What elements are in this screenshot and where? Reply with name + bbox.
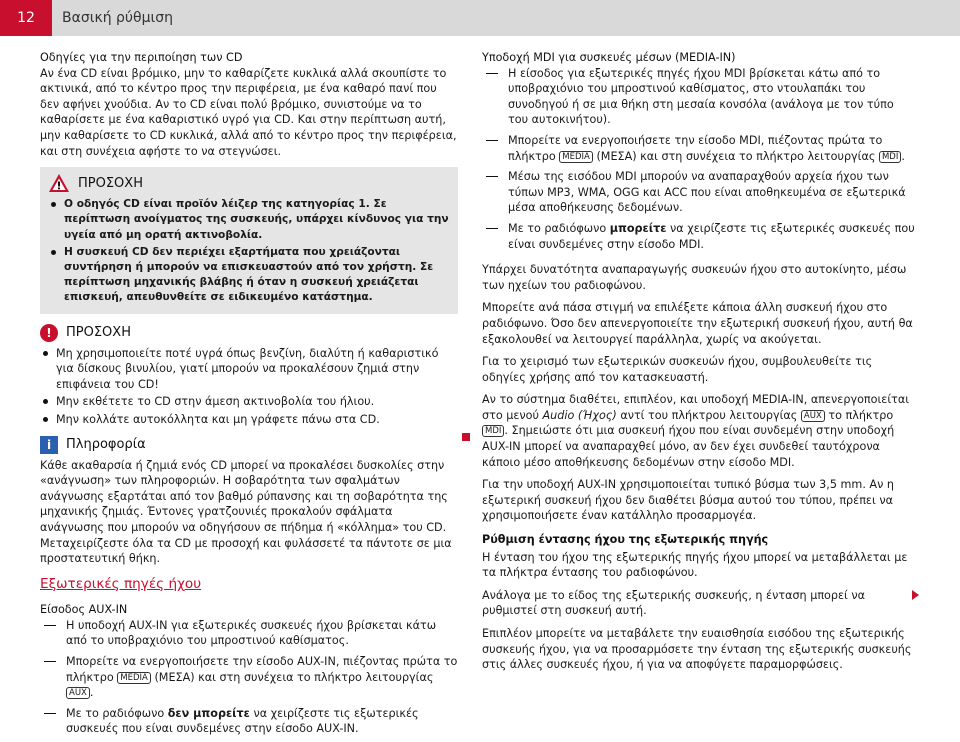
aux-activate-text-1: Μπορείτε να ενεργοποιήσετε την είσοδο AUX-IN, πιέζοντας πρώτα το πλήκτρο xyxy=(66,655,458,684)
section-end-marker xyxy=(462,433,470,441)
section-title-external-sources: Εξωτερικές πηγές ήχου xyxy=(40,575,202,592)
right-column xyxy=(482,50,916,680)
info-icon: i xyxy=(40,436,58,454)
paragraph-plug: Για την υποδοχή AUX-IN χρησιμοποιείται τυπικό βύσμα των 3,5 mm. Αν η εξωτερική συσκευή ήχου δεν διαθέτει βύσμα αυτού του τύπου, πρέπει να χρησιμοποιήσετε έναν κατάλληλο προσαρμογέα. xyxy=(482,478,894,523)
mdi-key-label: MDI xyxy=(879,151,901,163)
warning-triangle-icon xyxy=(48,173,70,193)
mdi-radio-text-2: να χειρίζεστε τις εξωτερικές συσκευές που είναι συνδεμένες στην είσοδο MDI. xyxy=(508,221,915,251)
aux-item-radio xyxy=(40,706,458,737)
warning-item: Η συσκευή CD δεν περιέχει εξαρτήματα που χρειάζονται συντήρηση ή μπορούν να επισκευαστούν από τον χρήστη. Σε περίπτωση μηχανικής βλάβης ή όταν η συσκευή χρειάζεται επισκευή, απευθυνθείτε σε ειδικευμένο κατάστημα. xyxy=(48,245,450,306)
media-key-label: MEDIA xyxy=(559,151,593,163)
audio-menu-label: Audio (Ήχος) xyxy=(542,408,617,422)
volume-paragraph-2: Ανάλογα με το είδος της εξωτερικής συσκευής, η ένταση μπορεί να ρυθμιστεί στη συσκευή αυτή. xyxy=(482,588,866,618)
mdi-activate-text-1: Μπορείτε να ενεργοποιήσετε την είσοδο MDI, πιέζοντας πρώτα το πλήκτρο xyxy=(508,133,883,163)
volume-heading: Ρύθμιση έντασης ήχου της εξωτερικής πηγής xyxy=(482,533,769,547)
mdi-item-radio xyxy=(482,221,916,252)
media-in-text-1: Αν το σύστημα διαθέτει, επιπλέον, και υποδοχή MEDIA-IN, απενεργοποιείται στο μενού xyxy=(482,393,910,422)
mdi-radio-bold: μπορείτε xyxy=(609,221,667,235)
notice-section xyxy=(40,324,458,428)
mdi-item-location: Η είσοδος για εξωτερικές πηγές ήχου MDI βρίσκεται κάτω από το υποβραχιόνιο του μπροστινού καθίσματος, στο ντουλαπάκι του συνοδηγού ή σε μια θήκη στη μεσαία κονσόλα (ανάλογα με τον τύπο του αυτοκινήτου). xyxy=(482,66,916,128)
media-in-text-2: αντί του πλήκτρου λειτουργίας xyxy=(620,408,798,422)
mdi-item-formats: Μέσω της εισόδου MDI μπορούν να αναπαραχθούν αρχεία ήχου των τύπων MP3, WMA, OGG και ACC που είναι αποθηκευμένα σε εξωτερικά μέσα αποθήκευσης δεδομένων. xyxy=(482,169,916,216)
continue-arrow-icon xyxy=(912,590,919,600)
care-heading: Οδηγίες για την περιποίηση των CD xyxy=(40,51,243,64)
warning-title: ΠΡΟΣΟΧΗ xyxy=(78,175,143,191)
warning-header xyxy=(48,173,450,193)
mdi-item-activate: Μπορείτε να ενεργοποιήσετε την είσοδο MDI, πιέζοντας πρώτα το πλήκτρο MEDIA (ΜΕΣΑ) και στη συνέχεια το πλήκτρο λειτουργίας MDI . xyxy=(482,133,916,164)
notice-header xyxy=(40,324,458,342)
care-paragraph: Αν ένα CD είναι βρόμικο, μην το καθαρίζετε κυκλικά αλλά σκουπίστε το ακτινικά, από το κέντρο προς την περιφέρεια, με ένα καθαρό πανί που δεν αφήνει χνούδια. Αν το CD είναι πολύ βρόμικο, συνιστούμε να το καθαρίσετε με ένα καθαριστικό υγρό για CD. Και στην περίπτωση αυτή, μην καθαρίσετε το CD κυκλικά, αλλά από το κέντρο προς την περιφέρεια, και στη συνέχεια αφήστε το να στεγνώσει. xyxy=(40,66,457,158)
warning-box xyxy=(40,167,458,313)
aux-item-activate: Μπορείτε να ενεργοποιήσετε την είσοδο AUX-IN, πιέζοντας πρώτα το πλήκτρο MEDIA (ΜΕΣΑ) και στη συνέχεια το πλήκτρο λειτουργίας AUX . xyxy=(40,654,458,701)
media-in-text-4: . Σημειώστε ότι μια συσκευή ήχου που είναι συνδεμένη στην υποδοχή AUX-IN μπορεί να αναπαραχθεί μόνο, αν δεν έχει συνδεθεί ταυτόχρονα κάποιο μέσο αποθήκευσης δεδομένων στην είσοδο MDI. xyxy=(482,424,895,469)
notice-title: ΠΡΟΣΟΧΗ xyxy=(66,324,131,340)
aux-radio-text-2: να χειρίζεστε τις εξωτερικές συσκευές που είναι συνδεμένες στην είσοδο AUX-IN. xyxy=(66,706,419,736)
mdi-radio-text-1: Με το ραδιόφωνο xyxy=(508,221,607,235)
notice-item: Μην εκθέτετε το CD στην άμεση ακτινοβολία του ήλιου. xyxy=(40,394,458,410)
aux-activate-text-2: (ΜΕΣΑ) και στη συνέχεια το πλήκτρο λειτουργίας xyxy=(154,670,434,684)
paragraph-playback: Υπάρχει δυνατότητα αναπαραγωγής συσκευών ήχου στο αυτοκίνητο, μέσω των ηχείων του ραδιοφώνου. xyxy=(482,263,907,292)
aux-key-label: AUX xyxy=(66,687,90,699)
mdi-key-label: MDI xyxy=(482,425,504,437)
media-key-label: MEDIA xyxy=(117,672,151,684)
aux-key-label: AUX xyxy=(801,410,825,422)
paragraph-media-in xyxy=(482,392,916,470)
chapter-title: Βασική ρύθμιση xyxy=(62,10,173,26)
warning-item: Ο οδηγός CD είναι προϊόν λέιζερ της κατηγορίας 1. Σε περίπτωση ανοίγματος της συσκευής, υπάρχει κίνδυνος για την υγεία από μη ορατή ακτινοβολία. xyxy=(48,197,450,243)
volume-paragraph-3: Επιπλέον μπορείτε να μεταβάλετε την ευαισθησία εισόδου της εξωτερικής συσκευής ήχου, για να προσαρμόσετε την ένταση της εξωτερικής συσκευής στις άλλες συσκευές ήχου, ή για να αποφύγετε παραμορφώσεις. xyxy=(482,627,912,672)
mdi-activate-text-2: (ΜΕΣΑ) και στη συνέχεια το πλήκτρο λειτουργίας xyxy=(596,149,876,163)
aux-item-location: Η υποδοχή AUX-IN για εξωτερικές συσκευές ήχου βρίσκεται κάτω από το υποβραχιόνιο του μπροστινού καθίσματος. xyxy=(40,618,458,649)
info-text: Κάθε ακαθαρσία ή ζημιά ενός CD μπορεί να προκαλέσει δυσκολίες στην «ανάγνωση» των πληροφοριών. Η σοβαρότητα των σφαλμάτων ανάγνωσης εξαρτάται από τον βαθμό ρύπανσης και τη σοβαρότητα της μηχανικής ζημιάς. Έντονες γρατζουνιές προκαλούν σφάλματα ανάγνωσης που μπορούν να οδηγήσουν σε πήδημα ή «κόλλημα» του CD. Μεταχειρίζεστε όλα τα CD με προσοχή και φυλάσσετέ τα πάντοτε σε μια προστατευτική θήκη. xyxy=(40,458,452,566)
aux-heading: Είσοδος AUX-IN xyxy=(40,603,128,617)
mdi-heading: Υποδοχή MDI για συσκευές μέσων (MEDIA-IN) xyxy=(482,51,736,64)
aux-radio-bold: δεν μπορείτε xyxy=(167,706,250,720)
notice-item: Μην κολλάτε αυτοκόλλητα και μη γράφετε πάνω στα CD. xyxy=(40,412,458,428)
paragraph-select-source: Μπορείτε ανά πάσα στιγμή να επιλέξετε κάποια άλλη συσκευή ήχου στο ραδιόφωνο. Όσο δεν απενεργοποιείτε την εξωτερική συσκευή ήχου, αυτή θα εξακολουθεί να λειτουργεί παράλληλα, χωρίς να ακούγεται. xyxy=(482,301,913,346)
aux-radio-text-1: Με το ραδιόφωνο xyxy=(66,706,165,720)
info-section xyxy=(40,436,458,567)
volume-paragraph-1: Η ένταση του ήχου της εξωτερικής πηγής ήχου μπορεί να μεταβάλλεται με τα πλήκτρα έντασης του ραδιοφώνου. xyxy=(482,550,908,580)
info-title: Πληροφορία xyxy=(66,436,146,452)
info-header xyxy=(40,436,458,454)
paragraph-manufacturer: Για το χειρισμό των εξωτερικών συσκευών ήχου, συμβουλευθείτε τις οδηγίες χρήσης από τον κατασκευαστή. xyxy=(482,355,873,384)
page-number: 12 xyxy=(0,0,52,36)
page-header xyxy=(0,0,960,36)
exclamation-circle-icon: ! xyxy=(40,324,58,342)
media-in-text-3: το πλήκτρο xyxy=(828,408,894,422)
notice-item: Μη χρησιμοποιείτε ποτέ υγρά όπως βενζίνη, διαλύτη ή καθαριστικό για δίσκους βινυλίου, γιατί μπορούν να προκαλέσουν ζημιά στην επιφάνεια του CD! xyxy=(40,346,458,393)
left-column xyxy=(40,50,458,742)
